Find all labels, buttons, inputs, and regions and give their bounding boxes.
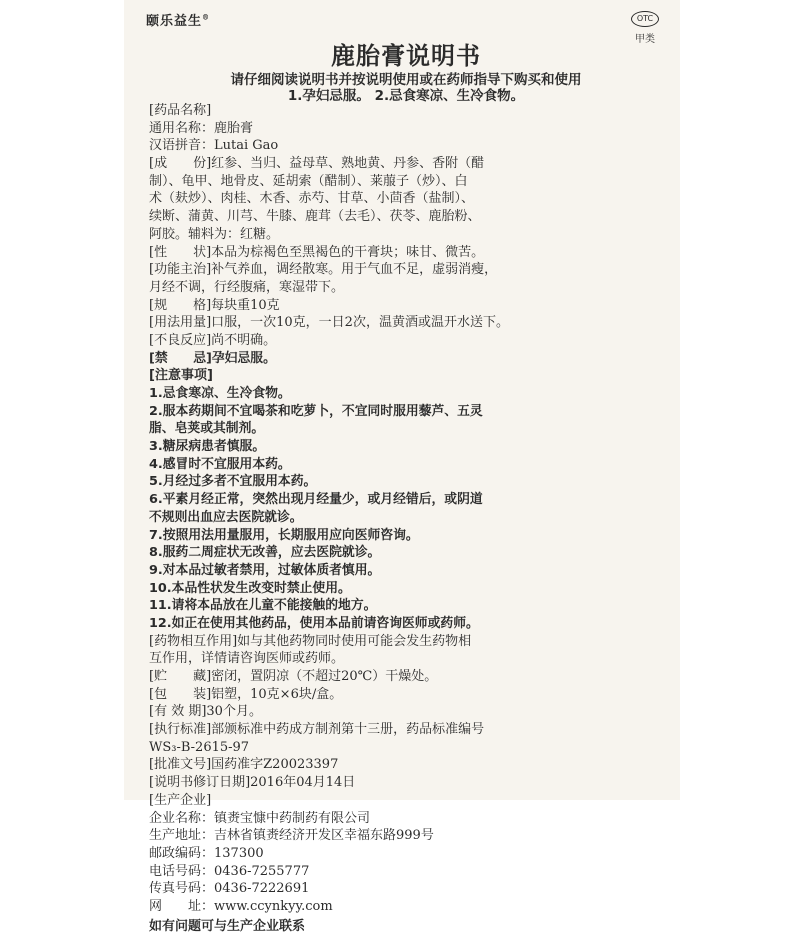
- contact-footer: 如有问题可与生产企业联系: [149, 918, 306, 934]
- leaflet-line: 汉语拼音：Lutai Gao: [149, 138, 279, 154]
- leaflet-line: 8.服药二周症状无改善，应去医院就诊。: [149, 545, 381, 561]
- leaflet-line: 9.对本品过敏者禁用，过敏体质者慎用。: [149, 562, 381, 578]
- brand-logo: [146, 10, 210, 29]
- leaflet-line: 通用名称：鹿胎膏: [149, 120, 254, 136]
- leaflet-line: 1.忌食寒凉、生冷食物。: [149, 386, 291, 401]
- leaflet-line: [注意事项]: [149, 368, 213, 384]
- leaflet-line: 续断、蒲黄、川芎、牛膝、鹿茸（去毛）、茯苓、鹿胎粉、: [149, 209, 481, 225]
- leaflet-line: 4.感冒时不宜服用本药。: [149, 456, 291, 472]
- leaflet-header: [146, 6, 666, 45]
- otc-class: 甲类: [635, 34, 655, 45]
- leaflet-line: 生产地址：吉林省镇赉经济开发区幸福东路999号: [149, 828, 434, 844]
- leaflet-line: [不良反应]尚不明确。: [149, 332, 277, 348]
- leaflet-line: [禁 忌]孕妇忌服。: [149, 350, 276, 366]
- leaflet-line: [生产企业]: [149, 792, 212, 808]
- leaflet-line: 不规则出血应去医院就诊。: [149, 509, 303, 525]
- leaflet-line: 2.服本药期间不宜喝茶和吃萝卜，不宜同时服用藜芦、五灵: [149, 403, 483, 419]
- leaflet-line: 制）、龟甲、地骨皮、延胡索（醋制）、莱菔子（炒）、白: [149, 173, 468, 189]
- leaflet-line: 3.糖尿病患者慎服。: [149, 439, 266, 455]
- registered-mark: ®: [202, 12, 211, 22]
- leaflet-line: 电话号码：0436-7255777: [149, 863, 310, 879]
- leaflet-line: [药品名称]: [149, 103, 212, 118]
- instruction-notice: 请仔细阅读说明书并按说明使用或在药师指导下购买和使用: [230, 72, 582, 88]
- brand-name: 颐乐益生: [146, 14, 203, 29]
- leaflet-line: [性 状]本品为棕褐色至黑褐色的干膏块；味甘、微苦。: [149, 244, 485, 260]
- leaflet-line: 6.平素月经正常，突然出现月经量少，或月经错后，或阴道: [149, 492, 483, 508]
- leaflet-line: 互作用，详情请咨询医师或药师。: [149, 651, 345, 667]
- leaflet-line: [规 格]每块重10克: [149, 297, 280, 313]
- leaflet-line: 阿胶。辅料为：红糖。: [149, 226, 280, 242]
- leaflet-line: [批准文号]国药准字Z20023397: [149, 757, 339, 773]
- leaflet-line: [包 装]铝塑，10克×6块/盒。: [149, 686, 343, 702]
- leaflet-line: WS₃-B-2615-97: [149, 739, 250, 755]
- leaflet-line: [药物相互作用]如与其他药物同时使用可能会发生药物相: [149, 633, 472, 649]
- leaflet-line: 10.本品性状发生改变时禁止使用。: [149, 580, 351, 596]
- leaflet-line: [执行标准]部颁标准中药成方制剂第十三册，药品标准编号: [149, 722, 485, 738]
- leaflet-line: [说明书修订日期]2016年04月14日: [149, 775, 356, 791]
- leaflet-line: 12.如正在使用其他药品，使用本品前请咨询医师或药师。: [149, 615, 479, 631]
- warning-summary: 1.孕妇忌服。 2.忌食寒凉、生冷食物。: [287, 88, 525, 104]
- leaflet-line: [贮 藏]密闭，置阴凉（不超过20℃）干燥处。: [149, 669, 438, 684]
- leaflet-line: 月经不调，行经腹痛，寒湿带下。: [149, 279, 345, 295]
- leaflet-line: 邮政编码：137300: [149, 845, 264, 861]
- leaflet-line: 传真号码：0436-7222691: [149, 881, 310, 897]
- leaflet-line: 网 址：www.ccynkyy.com: [149, 898, 333, 914]
- leaflet-line: 11.请将本品放在儿童不能接触的地方。: [149, 598, 377, 614]
- leaflet-line: [有 效 期]30个月。: [149, 704, 262, 720]
- otc-badge: OTC: [631, 11, 659, 27]
- leaflet-line: 5.月经过多者不宜服用本药。: [149, 474, 317, 490]
- leaflet-line: 7.按照用法用量服用，长期服用应向医师咨询。: [149, 527, 419, 543]
- leaflet-line: [成 份]红参、当归、益母草、熟地黄、丹参、香附（醋: [149, 156, 485, 172]
- leaflet-line: 脂、皂荚或其制剂。: [149, 421, 265, 437]
- leaflet-line: [用法用量]口服，一次10克，一日2次，温黄酒或温开水送下。: [149, 315, 509, 331]
- leaflet-line: 术（麸炒）、肉桂、木香、赤芍、甘草、小茴香（盐制）、: [149, 191, 475, 207]
- leaflet-line: 企业名称：镇赉宝慷中药制药有限公司: [149, 810, 371, 826]
- leaflet-body: [149, 102, 667, 935]
- leaflet-line: [功能主治]补气养血，调经散寒。用于气血不足，虚弱消瘦，: [149, 262, 498, 278]
- document-title: 鹿胎膏说明书: [331, 42, 481, 70]
